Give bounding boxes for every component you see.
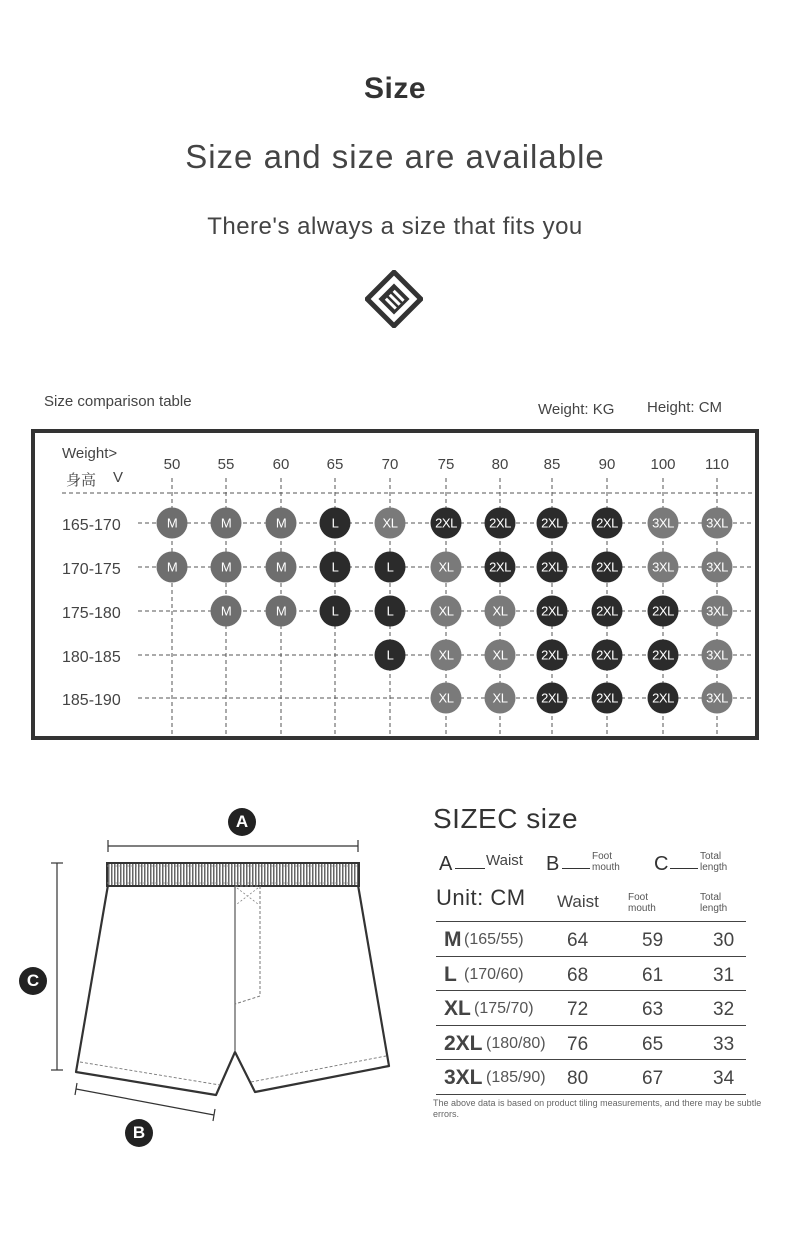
waist-value: 72 — [567, 999, 589, 1020]
total-length-value: 32 — [713, 999, 735, 1020]
legend-a-letter: A — [439, 853, 453, 875]
height-row-label: 165-170 — [62, 517, 121, 534]
measure-a-badge: A — [228, 808, 256, 836]
size-dot: 3XL — [702, 552, 733, 583]
size-row — [436, 1025, 746, 1060]
size-dot: 3XL — [648, 552, 679, 583]
waist-value: 68 — [567, 964, 589, 986]
size-dot: M — [266, 508, 297, 539]
size-dot: 3XL — [702, 508, 733, 539]
size-dot: 2XL — [485, 552, 516, 583]
size-row — [436, 1059, 746, 1095]
size-dot: 2XL — [648, 683, 679, 714]
waist-value: 64 — [567, 930, 589, 951]
size-name: XL — [444, 997, 471, 1020]
column-total-header: Total length — [700, 892, 728, 914]
size-dot: XL — [485, 640, 516, 671]
weight-column-label: 65 — [326, 456, 344, 473]
section-title: Size — [363, 72, 427, 105]
height-unit-label: Height: CM — [647, 399, 723, 416]
size-dot: 3XL — [648, 508, 679, 539]
size-dot: L — [375, 640, 406, 671]
size-dot: 2XL — [537, 596, 568, 627]
foot-mouth-value: 63 — [642, 999, 664, 1020]
size-dot: L — [320, 596, 351, 627]
legend-c-line — [670, 868, 698, 869]
weight-column-label: 55 — [217, 456, 235, 473]
size-height-weight: (175/70) — [474, 1000, 534, 1017]
size-name: 3XL — [444, 1066, 483, 1089]
measure-b-badge: B — [125, 1119, 153, 1147]
size-dot: XL — [485, 596, 516, 627]
weight-column-label: 80 — [491, 456, 509, 473]
size-dot: 2XL — [592, 596, 623, 627]
weight-column-label: 85 — [543, 456, 561, 473]
weight-column-label: 70 — [381, 456, 399, 473]
size-dot: XL — [431, 596, 462, 627]
weight-column-label: 110 — [705, 456, 729, 473]
legend-b-text: Foot mouth — [592, 851, 620, 873]
unit-label: Unit: CM — [436, 885, 526, 910]
size-dot: L — [375, 596, 406, 627]
size-dot: 2XL — [537, 508, 568, 539]
legend-b-letter: B — [546, 853, 560, 875]
legend-b-line — [562, 868, 590, 869]
weight-column-label: 90 — [598, 456, 616, 473]
size-dot: M — [157, 552, 188, 583]
size-dot: 3XL — [702, 596, 733, 627]
shorts-diagram — [0, 790, 420, 1170]
size-dot: 2XL — [648, 640, 679, 671]
weight-column-label: 100 — [650, 456, 676, 473]
waist-value: 80 — [567, 1068, 589, 1089]
size-dot: 2XL — [485, 508, 516, 539]
foot-mouth-value: 61 — [642, 964, 664, 986]
waist-value: 76 — [567, 1033, 589, 1055]
foot-mouth-value: 59 — [642, 930, 664, 951]
headline: Size and size are available — [185, 138, 605, 175]
weight-column-label: 50 — [163, 456, 181, 473]
size-name: L — [444, 962, 457, 986]
size-dot: M — [211, 508, 242, 539]
foot-mouth-value: 67 — [642, 1068, 664, 1089]
size-name: 2XL — [444, 1031, 483, 1055]
size-dot: L — [375, 552, 406, 583]
measurement-note: The above data is based on product tiling measurements, and there may be subtle errors. — [433, 1098, 762, 1119]
size-height-weight: (185/90) — [486, 1069, 546, 1086]
size-table-title: SIZEC size — [433, 803, 579, 834]
size-dot: 3XL — [702, 683, 733, 714]
size-dot: XL — [375, 508, 406, 539]
size-dot: M — [211, 552, 242, 583]
height-row-label: 180-185 — [62, 649, 121, 666]
size-dot: M — [266, 552, 297, 583]
size-dot: XL — [431, 640, 462, 671]
total-length-value: 31 — [713, 964, 735, 986]
size-dot: L — [320, 552, 351, 583]
height-header: 身高 — [66, 472, 97, 489]
total-length-value: 34 — [713, 1068, 735, 1089]
size-row — [436, 956, 746, 991]
size-name: M — [444, 928, 462, 951]
column-foot-header: Foot mouth — [628, 892, 656, 914]
size-dot: 2XL — [592, 508, 623, 539]
size-height-weight: (165/55) — [464, 931, 524, 948]
legend-a-line — [455, 868, 485, 869]
size-dot: XL — [431, 683, 462, 714]
tagline: There's always a size that fits you — [207, 213, 583, 240]
size-dot: 2XL — [592, 640, 623, 671]
comparison-table-label: Size comparison table — [44, 393, 192, 410]
measure-c-badge: C — [19, 967, 47, 995]
height-row-label: 175-180 — [62, 605, 121, 622]
size-dot: M — [211, 596, 242, 627]
height-row-label: 185-190 — [62, 692, 121, 709]
size-dot: 2XL — [431, 508, 462, 539]
size-dot: 2XL — [537, 683, 568, 714]
weight-column-label: 60 — [272, 456, 290, 473]
size-row — [436, 990, 746, 1025]
size-row — [436, 921, 746, 956]
weight-unit-label: Weight: KG — [538, 401, 615, 418]
total-length-value: 30 — [713, 930, 735, 951]
legend-a-text: Waist — [486, 852, 523, 869]
foot-mouth-value: 65 — [642, 1033, 664, 1055]
size-dot: 2XL — [648, 596, 679, 627]
size-dot: 2XL — [537, 552, 568, 583]
size-dot: 3XL — [702, 640, 733, 671]
brand-logo-icon — [365, 270, 423, 328]
size-dot: XL — [485, 683, 516, 714]
weight-header: Weight> — [62, 445, 118, 462]
weight-column-label: 75 — [437, 456, 455, 473]
size-dot: M — [157, 508, 188, 539]
legend-c-text: Total length — [700, 851, 728, 873]
size-dot: 2XL — [537, 640, 568, 671]
height-row-label: 170-175 — [62, 561, 121, 578]
legend-c-letter: C — [654, 853, 669, 875]
size-height-weight: (170/60) — [464, 965, 524, 983]
size-dot: XL — [431, 552, 462, 583]
size-dot: L — [320, 508, 351, 539]
size-height-weight: (180/80) — [486, 1034, 546, 1052]
column-waist-header: Waist — [557, 892, 599, 911]
total-length-value: 33 — [713, 1033, 735, 1055]
size-dot: M — [266, 596, 297, 627]
size-dot: 2XL — [592, 552, 623, 583]
height-arrow: V — [113, 469, 124, 486]
size-dot: 2XL — [592, 683, 623, 714]
